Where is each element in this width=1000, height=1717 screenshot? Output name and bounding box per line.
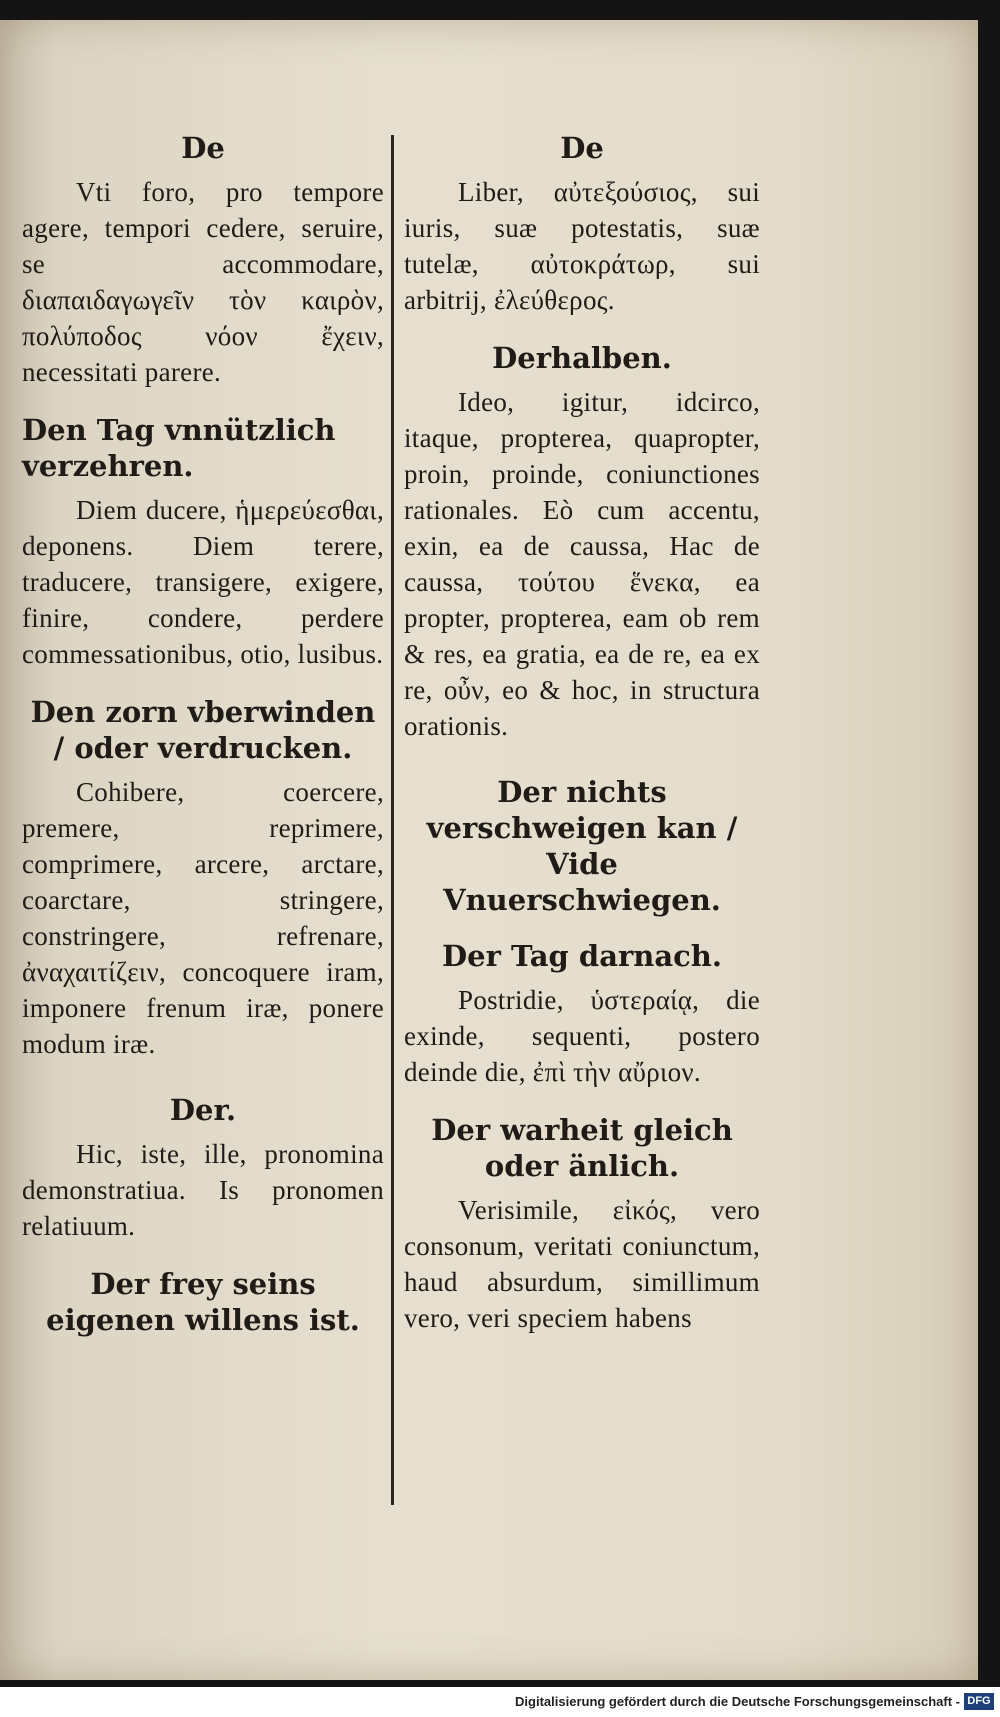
entry-text: Verisimile, εἰκός, vero consonum, veritati coniunctum, haud absurdum, simillimum vero, veri speciem habens xyxy=(404,1195,760,1333)
entry-text: Vti foro, pro tempore agere, tempori cedere, seruire, se accommodare, διαπαιδαγωγεῖν τὸν καιρὸν, πολύποδος νόον ἔχειν, necessitati parere. xyxy=(22,177,384,387)
entry-heading: Den Tag vnnützlich verzehren. xyxy=(22,413,336,483)
entry-heading: Der warheit gleich oder änlich. xyxy=(431,1113,733,1183)
scanned-page xyxy=(0,20,978,1680)
left-column xyxy=(22,130,384,1346)
entry-text: Cohibere, coercere, premere, reprimere, comprimere, arcere, arctare, coarctare, stringere, constringere, refrenare, ἀναχαιτίζειν, concoquere iram, imponere frenum iræ, ponere modum iræ. xyxy=(22,777,384,1059)
entry-text: Postridie, ὑστεραίᾳ, die exinde, sequenti, postero deinde die, ἐπὶ τὴν αὔριον. xyxy=(404,985,760,1087)
dfg-logo-icon: DFG xyxy=(964,1693,994,1710)
entry-text: Hic, iste, ille, pronomina demonstratiua. Is pronomen relatiuum. xyxy=(22,1139,384,1241)
digitization-footer xyxy=(0,1687,1000,1717)
entry-heading: Der nichts verschweigen kan / Vide Vnuerschwiegen. xyxy=(426,775,738,917)
entry-heading: Der Tag darnach. xyxy=(441,939,722,973)
entry-text: Liber, αὐτεξούσιος, sui iuris, suæ potestatis, suæ tutelæ, αὐτοκράτωρ, sui arbitrij, ἐλεύθερος. xyxy=(404,177,760,315)
running-header-left: De xyxy=(181,131,225,165)
entry-heading: Derhalben. xyxy=(492,341,672,375)
footer-credit: Digitalisierung gefördert durch die Deutsche Forschungsgemeinschaft - xyxy=(515,1694,960,1709)
entry-text: Diem ducere, ἡμερεύεσθαι, deponens. Diem terere, traducere, transigere, exigere, finire, condere, perdere commessationibus, otio, lusibus. xyxy=(22,495,384,669)
entry-heading: Den zorn vberwinden / oder verdrucken. xyxy=(30,695,376,765)
entry-text: Ideo, igitur, idcirco, itaque, propterea, quapropter, proin, proinde, coniunctiones rationales. Eò cum accentu, exin, ea de caussa, Hac de caussa, τούτου ἕνεκα, ea propter, propterea, eam ob rem & res, ea gratia, ea de re, ea ex re, οὖν, eo & hoc, in structura orationis. xyxy=(404,387,760,741)
entry-heading: Der frey seins eigenen willens ist. xyxy=(46,1267,360,1337)
right-column xyxy=(404,130,760,1358)
entry-heading: Der. xyxy=(169,1093,237,1127)
running-header-right: De xyxy=(560,131,604,165)
column-divider xyxy=(391,135,394,1505)
